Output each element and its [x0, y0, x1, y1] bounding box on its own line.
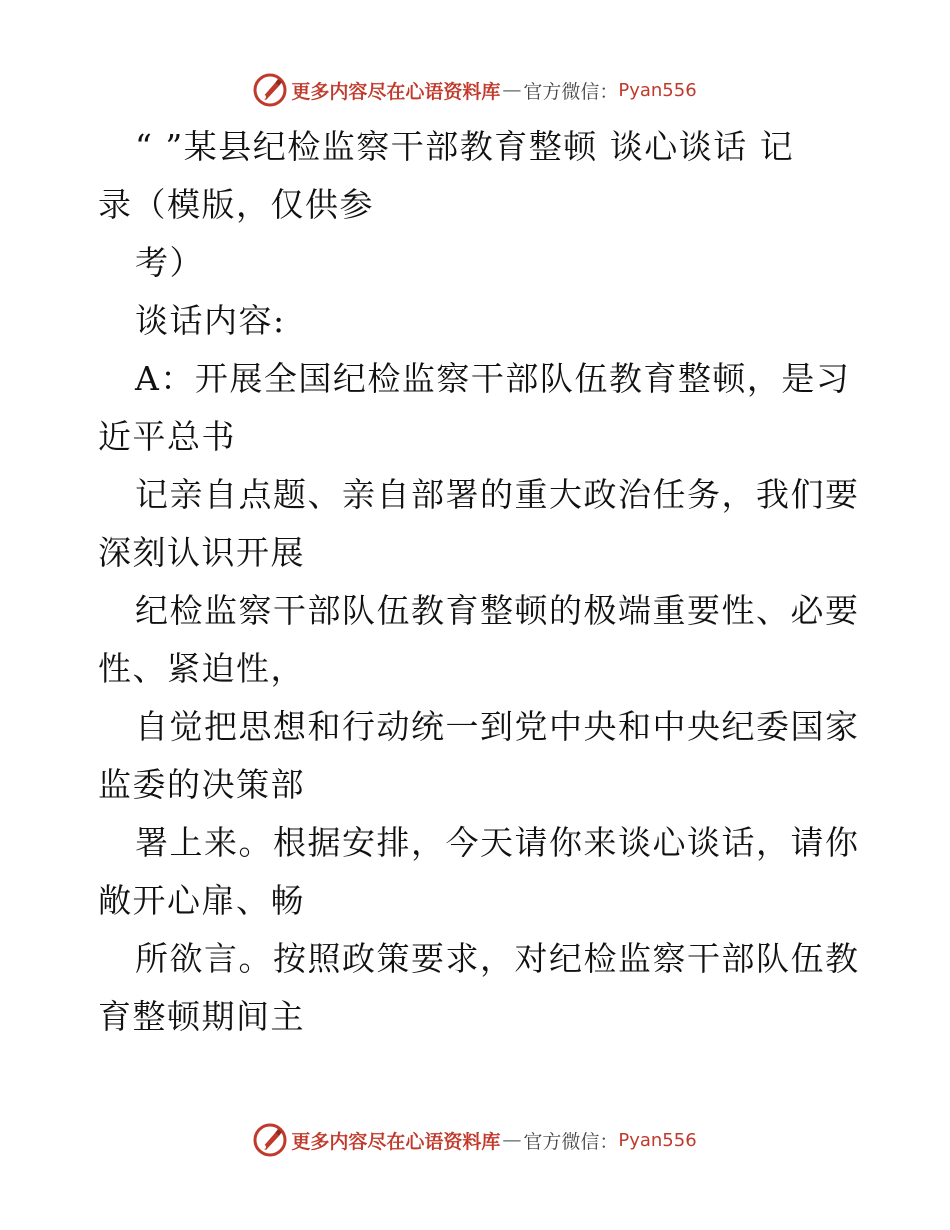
document-line: 署上来。根据安排，今天请你来谈心谈话，请你 — [135, 823, 860, 862]
footer-watermark — [0, 1120, 950, 1160]
document-line: A：开展全国纪检监察干部队伍教育整顿，是习 — [135, 359, 851, 398]
document-line: “ ”某县纪检监察干部教育整顿 谈心谈话 记 — [135, 127, 795, 166]
document-line: 谈话内容: — [135, 301, 286, 340]
document-body — [98, 118, 858, 1046]
watermark-wechat-id: Pyan556 — [618, 79, 697, 101]
document-line: 育整顿期间主 — [98, 997, 305, 1036]
document-line: 监委的决策部 — [98, 765, 305, 804]
watermark-sub-text: 官方微信： — [523, 1130, 619, 1153]
document-line: 录（模版，仅供参 — [98, 185, 374, 224]
document-line: 自觉把思想和行动统一到党中央和中央纪委国家 — [135, 707, 860, 746]
document-line: 深刻认识开展 — [98, 533, 305, 572]
watermark-main-text: 更多内容尽在心语资料库 — [291, 80, 501, 103]
watermark-wechat-id: Pyan556 — [618, 1129, 697, 1151]
watermark-dash: — — [502, 1129, 522, 1151]
document-line: 近平总书 — [98, 417, 236, 456]
pen-logo-icon — [253, 1123, 287, 1157]
document-line: 记亲自点题、亲自部署的重大政治任务，我们要 — [135, 475, 860, 514]
watermark-sub-text: 官方微信： — [523, 80, 619, 103]
pen-logo-icon — [253, 73, 287, 107]
document-line: 纪检监察干部队伍教育整顿的极端重要性、必要 — [135, 591, 860, 630]
header-watermark — [0, 70, 950, 110]
document-line: 所欲言。按照政策要求，对纪检监察干部队伍教 — [135, 939, 860, 978]
watermark-main-text: 更多内容尽在心语资料库 — [291, 1130, 501, 1153]
document-line: 敞开心扉、畅 — [98, 881, 305, 920]
document-line: 性、紧迫性， — [98, 649, 305, 688]
watermark-dash: — — [502, 79, 522, 101]
document-line: 考） — [135, 243, 204, 282]
